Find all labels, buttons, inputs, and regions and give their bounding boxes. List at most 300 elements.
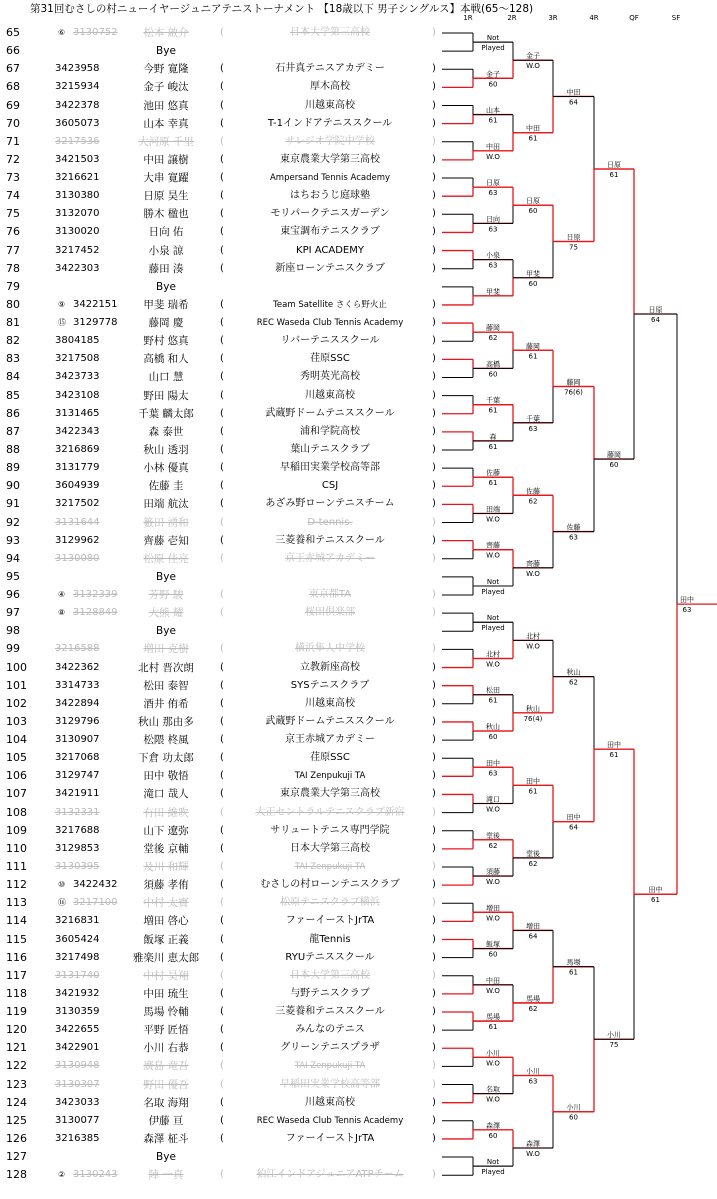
player-name: 森澤 柾斗 [143, 1132, 189, 1145]
bye-entry: Bye [156, 1151, 176, 1164]
match-score: 76(6) [564, 388, 583, 397]
player-club: 秀明英光高校 [300, 371, 360, 383]
player-club: TAI Zenpukuji TA [294, 771, 366, 782]
match-score: W.O [486, 805, 500, 814]
player-id: 3128849 [73, 607, 118, 619]
player-id: 3129853 [55, 842, 100, 854]
player-id: 3132070 [55, 208, 100, 220]
player-club: 新座ローンテニスクラブ [275, 262, 385, 274]
match-score: W.O [526, 569, 540, 578]
match-winner: 田端 [486, 505, 500, 514]
paren-open: ( [220, 63, 224, 75]
player-name: 秋山 透羽 [143, 443, 189, 456]
player-club: サレジオ学院中学校 [285, 135, 375, 147]
paren-close: ) [432, 915, 436, 927]
draw-number: 77 [6, 243, 20, 257]
player-id: 3422894 [55, 697, 100, 709]
draw-number: 102 [6, 696, 27, 710]
match-winner: 田中 [526, 777, 540, 786]
match-score: W.O [486, 152, 500, 161]
match-winner: 中田 [526, 124, 540, 133]
player-club: 東京都TA [308, 589, 352, 601]
player-name: 山口 慧 [148, 371, 184, 384]
player-name: 秋山 那由多 [138, 715, 194, 728]
player-name: 野村 悠真 [143, 335, 189, 348]
player-name: 須藤 孝侑 [143, 879, 189, 892]
paren-close: ) [432, 153, 436, 165]
player-name: 松田 泰智 [143, 679, 189, 692]
match-score: W.O [526, 1149, 540, 1158]
player-name: 中田 譲樹 [143, 153, 189, 166]
player-club: T-1インドアテニススクール [267, 117, 393, 129]
player-club: D-tennis. [307, 516, 353, 528]
match-winner: 増田 [486, 904, 500, 913]
player-name: 堂後 京輔 [143, 842, 189, 855]
player-name: 松原 佳亮 [143, 552, 189, 565]
player-name: 金子 峻汰 [143, 81, 189, 94]
player-id: 3216869 [55, 443, 100, 455]
player-club: 川越東高校 [305, 99, 355, 111]
seed-mark: ⑨ [58, 299, 66, 309]
match-winner: 田中 [648, 886, 663, 895]
match-score: 75 [609, 1041, 619, 1050]
player-id: 3422378 [55, 99, 100, 111]
player-name: 高橋 和人 [143, 353, 189, 366]
draw-number: 91 [6, 497, 20, 511]
paren-open: ( [220, 153, 224, 165]
match-winner: Not [486, 1158, 500, 1167]
player-club: 大正セントラルテニスクラブ新宿 [255, 806, 405, 818]
player-club: REC Waseda Club Tennis Academy [256, 1115, 404, 1126]
match-score: 60 [488, 370, 498, 379]
match-winner: Not [486, 614, 500, 623]
draw-number: 90 [6, 479, 20, 493]
paren-close: ) [432, 806, 436, 818]
player-id: 3216385 [55, 1132, 100, 1144]
match-winner: 小泉 [486, 251, 500, 260]
paren-open: ( [220, 371, 224, 383]
match-score: 63 [488, 189, 498, 198]
paren-close: ) [432, 244, 436, 256]
draw-number: 114 [6, 914, 27, 928]
draw-number: 85 [6, 388, 20, 402]
player-club: Ampersand Tennis Academy [269, 173, 391, 184]
paren-open: ( [220, 1132, 224, 1144]
player-name: 廣島 竜吾 [143, 1060, 189, 1073]
match-score: W.O [486, 551, 500, 560]
match-score: 61 [528, 134, 538, 143]
match-winner: 田中 [680, 596, 694, 605]
player-id: 3130380 [55, 190, 100, 202]
match-winner: 齊藤 [526, 559, 540, 568]
player-name: 池田 悠真 [143, 99, 189, 112]
player-id: 3422901 [55, 1042, 100, 1054]
match-winner: 松田 [486, 686, 500, 695]
match-winner: 須藤 [486, 868, 500, 877]
player-club: 京王赤城アカデミー [285, 734, 375, 746]
paren-open: ( [220, 933, 224, 945]
player-club: 日本大学第三高校 [290, 27, 370, 38]
match-winner: 千葉 [526, 414, 540, 423]
draw-number: 106 [6, 769, 27, 783]
player-name: 滝口 哉人 [143, 788, 189, 801]
match-winner: 森澤 [486, 1121, 500, 1130]
player-name: 齊藤 壱知 [143, 534, 189, 547]
paren-open: ( [220, 226, 224, 238]
player-id: 3129796 [55, 715, 100, 727]
match-winner: 秋山 [486, 723, 500, 732]
paren-open: ( [220, 697, 224, 709]
draw-number: 83 [6, 352, 20, 366]
player-club: 桜田倶楽部 [305, 607, 355, 619]
draw-number: 119 [6, 1005, 27, 1019]
match-winner: 小川 [486, 1049, 500, 1058]
paren-open: ( [220, 661, 224, 673]
match-score: 76(4) [523, 714, 543, 723]
paren-close: ) [432, 1114, 436, 1126]
paren-close: ) [432, 172, 436, 184]
match-score: 60 [569, 1113, 578, 1122]
player-name: 藤田 湊 [148, 262, 184, 275]
draw-number: 103 [6, 714, 27, 728]
paren-close: ) [432, 788, 436, 800]
draw-number: 121 [6, 1041, 27, 1055]
player-name: 大河原 千里 [138, 135, 194, 148]
draw-number: 126 [6, 1131, 27, 1145]
draw-number: 76 [6, 225, 20, 239]
player-club: 武蔵野ドームテニススクール [265, 407, 395, 419]
paren-open: ( [220, 915, 224, 927]
draw-number: 118 [6, 986, 27, 1000]
paren-open: ( [220, 117, 224, 129]
match-score: 61 [488, 442, 498, 451]
draw-number: 84 [6, 370, 20, 384]
draw-number: 124 [6, 1095, 27, 1109]
paren-close: ) [432, 987, 436, 999]
player-club: 三菱養和テニススクール [275, 1006, 385, 1018]
paren-open: ( [220, 589, 224, 601]
player-id: 3422303 [55, 262, 100, 274]
paren-close: ) [432, 371, 436, 383]
player-club: 与野テニスクラブ [290, 987, 370, 999]
player-id: 3130752 [73, 27, 118, 38]
match-score: 75 [569, 243, 578, 252]
match-score: W.O [486, 1059, 500, 1068]
player-club: グリーンテニスプラザ [280, 1042, 380, 1054]
player-name: 大串 寛躍 [143, 172, 189, 185]
draw-number: 101 [6, 678, 27, 692]
player-name: 野田 陽太 [143, 389, 189, 402]
paren-close: ) [432, 1132, 436, 1144]
draw-number: 88 [6, 442, 20, 456]
paren-close: ) [432, 1024, 436, 1036]
paren-close: ) [432, 63, 436, 75]
player-id: 3129778 [73, 317, 118, 329]
draw-number: 73 [6, 171, 20, 185]
player-name: 松本 啟介 [143, 27, 189, 39]
player-id: 3422151 [73, 298, 118, 310]
round-header-2r: 2R [507, 14, 517, 22]
player-id: 3422362 [55, 661, 100, 673]
match-winner: 日向 [486, 215, 500, 224]
match-score: 63 [488, 225, 498, 234]
paren-close: ) [432, 1078, 436, 1090]
paren-close: ) [432, 208, 436, 220]
paren-close: ) [432, 353, 436, 365]
draw-number: 99 [6, 642, 20, 656]
player-id: 3131779 [55, 462, 100, 474]
player-id: 3217502 [55, 498, 100, 510]
paren-open: ( [220, 172, 224, 184]
paren-close: ) [432, 335, 436, 347]
paren-open: ( [220, 516, 224, 528]
match-winner: 藤岡 [486, 324, 500, 333]
player-name: 森 泰世 [148, 425, 184, 438]
seed-mark: ⑩ [58, 880, 66, 890]
match-winner: 田中 [607, 741, 621, 750]
player-id: 3130307 [55, 1078, 100, 1090]
player-club: 石井真テニスアカデミー [275, 63, 385, 75]
player-name: 有田 維吹 [143, 806, 189, 819]
match-score: Played [481, 587, 505, 596]
paren-open: ( [220, 443, 224, 455]
player-name: 芳野 駿 [148, 589, 184, 602]
match-score: W.O [526, 642, 540, 651]
paren-open: ( [220, 951, 224, 963]
paren-open: ( [220, 806, 224, 818]
match-winner: 北村 [486, 650, 500, 659]
draw-number: 95 [6, 569, 20, 583]
player-club: はちおうじ庭球塾 [290, 190, 370, 202]
paren-open: ( [220, 552, 224, 564]
player-name: 飯塚 正義 [143, 933, 189, 946]
player-name: 中村 太寶 [143, 897, 189, 910]
player-club: 荏原SSC [310, 353, 350, 365]
paren-close: ) [432, 643, 436, 655]
seed-mark: ④ [58, 590, 66, 600]
match-winner: 秋山 [526, 704, 540, 713]
paren-open: ( [220, 1024, 224, 1036]
match-winner: 山本 [486, 106, 500, 115]
paren-close: ) [432, 734, 436, 746]
draw-number: 87 [6, 424, 20, 438]
draw-number: 71 [6, 134, 20, 148]
match-score: 61 [609, 751, 619, 760]
player-club: Team Satellite さくら野火止 [273, 299, 387, 310]
player-id: 3130080 [55, 552, 100, 564]
player-club: SYSテニスクラブ [290, 679, 370, 691]
match-score: 61 [651, 896, 660, 905]
player-name: 山本 幸真 [143, 117, 189, 130]
player-id: 3217452 [55, 244, 100, 256]
player-id: 3217100 [73, 897, 118, 909]
player-id: 3131740 [55, 969, 100, 981]
match-winner: 日原 [486, 179, 500, 188]
match-score: 61 [488, 406, 498, 415]
player-id: 3130020 [55, 226, 100, 238]
player-club: みんなのテニス [295, 1024, 365, 1036]
match-winner: 森澤 [526, 1139, 540, 1148]
match-score: 63 [682, 606, 692, 615]
draw-number: 116 [6, 950, 27, 964]
player-id: 3423033 [55, 1096, 100, 1108]
match-winner: 日原 [566, 233, 581, 242]
player-id: 3314733 [55, 679, 100, 691]
player-club: 川越東高校 [305, 1096, 355, 1108]
player-name: 雅楽川 恵太郎 [132, 951, 200, 964]
match-score: W.O [526, 62, 540, 71]
bye-entry: Bye [156, 280, 176, 293]
seed-mark: ⑥ [58, 28, 66, 37]
paren-open: ( [220, 734, 224, 746]
paren-open: ( [220, 879, 224, 891]
paren-close: ) [432, 389, 436, 401]
paren-open: ( [220, 298, 224, 310]
paren-close: ) [432, 81, 436, 93]
player-id: 3423108 [55, 389, 100, 401]
player-id: 3804185 [55, 335, 100, 347]
player-club: REC Waseda Club Tennis Academy [256, 318, 404, 329]
draw-number: 93 [6, 533, 20, 547]
match-winner: 日原 [607, 160, 621, 169]
player-club: ファーイーストJrTA [285, 1132, 375, 1144]
match-winner: 滝口 [486, 795, 500, 804]
player-club: 荏原SSC [310, 752, 350, 764]
paren-open: ( [220, 425, 224, 437]
player-club: ファーイーストJrTA [285, 915, 375, 927]
paren-close: ) [432, 679, 436, 691]
player-club: KPI ACADEMY [296, 244, 364, 256]
draw-number: 108 [6, 805, 27, 819]
player-id: 3130907 [55, 734, 100, 746]
paren-close: ) [432, 752, 436, 764]
match-score: 61 [488, 696, 498, 705]
paren-open: ( [220, 607, 224, 619]
player-id: 3129962 [55, 534, 100, 546]
draw-number: 105 [6, 751, 27, 765]
paren-close: ) [432, 661, 436, 673]
player-club: むさしの村ローンテニスクラブ [260, 879, 400, 891]
player-id: 3129747 [55, 770, 100, 782]
page-title: 第31回むさしの村ニューイヤージュニアテニストーナメント 【18歳以下 男子シングルス】本戦(65～128) [30, 3, 534, 15]
draw-number: 97 [6, 606, 20, 620]
match-winner: 日原 [648, 306, 663, 315]
paren-open: ( [220, 99, 224, 111]
paren-close: ) [432, 27, 436, 38]
draw-number: 75 [6, 207, 20, 221]
match-score: W.O [486, 660, 500, 669]
draw-number: 81 [6, 316, 20, 330]
player-name: 大熊 耀 [148, 607, 184, 620]
player-club: TAI Zenpukuji TA [294, 861, 366, 872]
draw-number: 122 [6, 1059, 27, 1073]
paren-open: ( [220, 715, 224, 727]
draw-number: 112 [6, 878, 27, 892]
paren-close: ) [432, 715, 436, 727]
match-score: W.O [486, 1095, 500, 1104]
draw-number: 127 [6, 1150, 27, 1164]
paren-open: ( [220, 897, 224, 909]
draw-number: 94 [6, 551, 20, 565]
paren-close: ) [432, 99, 436, 111]
match-winner: 小川 [526, 1067, 540, 1076]
paren-close: ) [432, 697, 436, 709]
seed-mark: ⑯ [58, 898, 66, 908]
draw-number: 69 [6, 98, 20, 112]
player-id: 3216588 [55, 643, 100, 655]
match-score: 60 [488, 733, 498, 742]
player-club: 龍Tennis [309, 933, 351, 945]
match-score: 61 [609, 170, 619, 179]
paren-close: ) [432, 1169, 436, 1181]
player-name: 田中 敬悟 [143, 770, 189, 783]
match-winner: 佐藤 [486, 469, 500, 478]
match-winner: 金子 [526, 52, 540, 61]
match-score: 61 [488, 479, 498, 488]
paren-open: ( [220, 770, 224, 782]
match-winner: 馬場 [566, 958, 581, 967]
player-id: 3217498 [55, 951, 100, 963]
player-id: 3130359 [55, 1006, 100, 1018]
round-header-3r: 3R [548, 14, 558, 22]
match-winner: Not [486, 577, 500, 586]
paren-close: ) [432, 1060, 436, 1072]
player-id: 3423958 [55, 63, 100, 75]
draw-number: 96 [6, 588, 20, 602]
player-club: 葉山テニスクラブ [290, 443, 370, 455]
match-score: 62 [569, 678, 578, 687]
match-winner: 秋山 [566, 668, 581, 677]
draw-number: 128 [6, 1168, 27, 1182]
player-club: 狛江インドアジュニアATPチーム [256, 1169, 404, 1181]
player-name: 佐藤 圭 [148, 480, 184, 493]
player-club: 浦和学院高校 [300, 425, 360, 437]
paren-open: ( [220, 842, 224, 854]
bye-entry: Bye [156, 625, 176, 638]
match-score: 61 [528, 787, 538, 796]
draw-number: 109 [6, 823, 27, 837]
draw-number: 89 [6, 461, 20, 475]
match-winner: 千葉 [486, 396, 500, 405]
player-id: 3130395 [55, 860, 100, 872]
player-name: 野田 優吾 [143, 1078, 189, 1091]
match-score: 61 [569, 968, 578, 977]
paren-open: ( [220, 1006, 224, 1018]
paren-open: ( [220, 679, 224, 691]
player-name: 酒井 侑希 [143, 697, 189, 710]
player-id: 3422343 [55, 425, 100, 437]
draw-number: 100 [6, 660, 27, 674]
match-score: 60 [488, 950, 498, 959]
paren-close: ) [432, 607, 436, 619]
paren-close: ) [432, 443, 436, 455]
match-winner: 名取 [486, 1085, 500, 1094]
paren-close: ) [432, 498, 436, 510]
match-score: 62 [488, 334, 498, 343]
paren-open: ( [220, 788, 224, 800]
match-score: 64 [569, 98, 578, 107]
player-name: 千葉 麟太郎 [138, 407, 194, 420]
player-name: 日向 佑 [148, 226, 184, 239]
paren-open: ( [220, 1060, 224, 1072]
player-club: 武蔵野ドームテニススクール [265, 715, 395, 727]
player-id: 3422432 [73, 879, 118, 891]
match-winner: 藤岡 [607, 451, 621, 460]
player-club: あざみ野ローンテニスチーム [265, 498, 395, 510]
paren-close: ) [432, 317, 436, 329]
paren-close: ) [432, 951, 436, 963]
match-winner: 甲斐 [526, 269, 540, 278]
